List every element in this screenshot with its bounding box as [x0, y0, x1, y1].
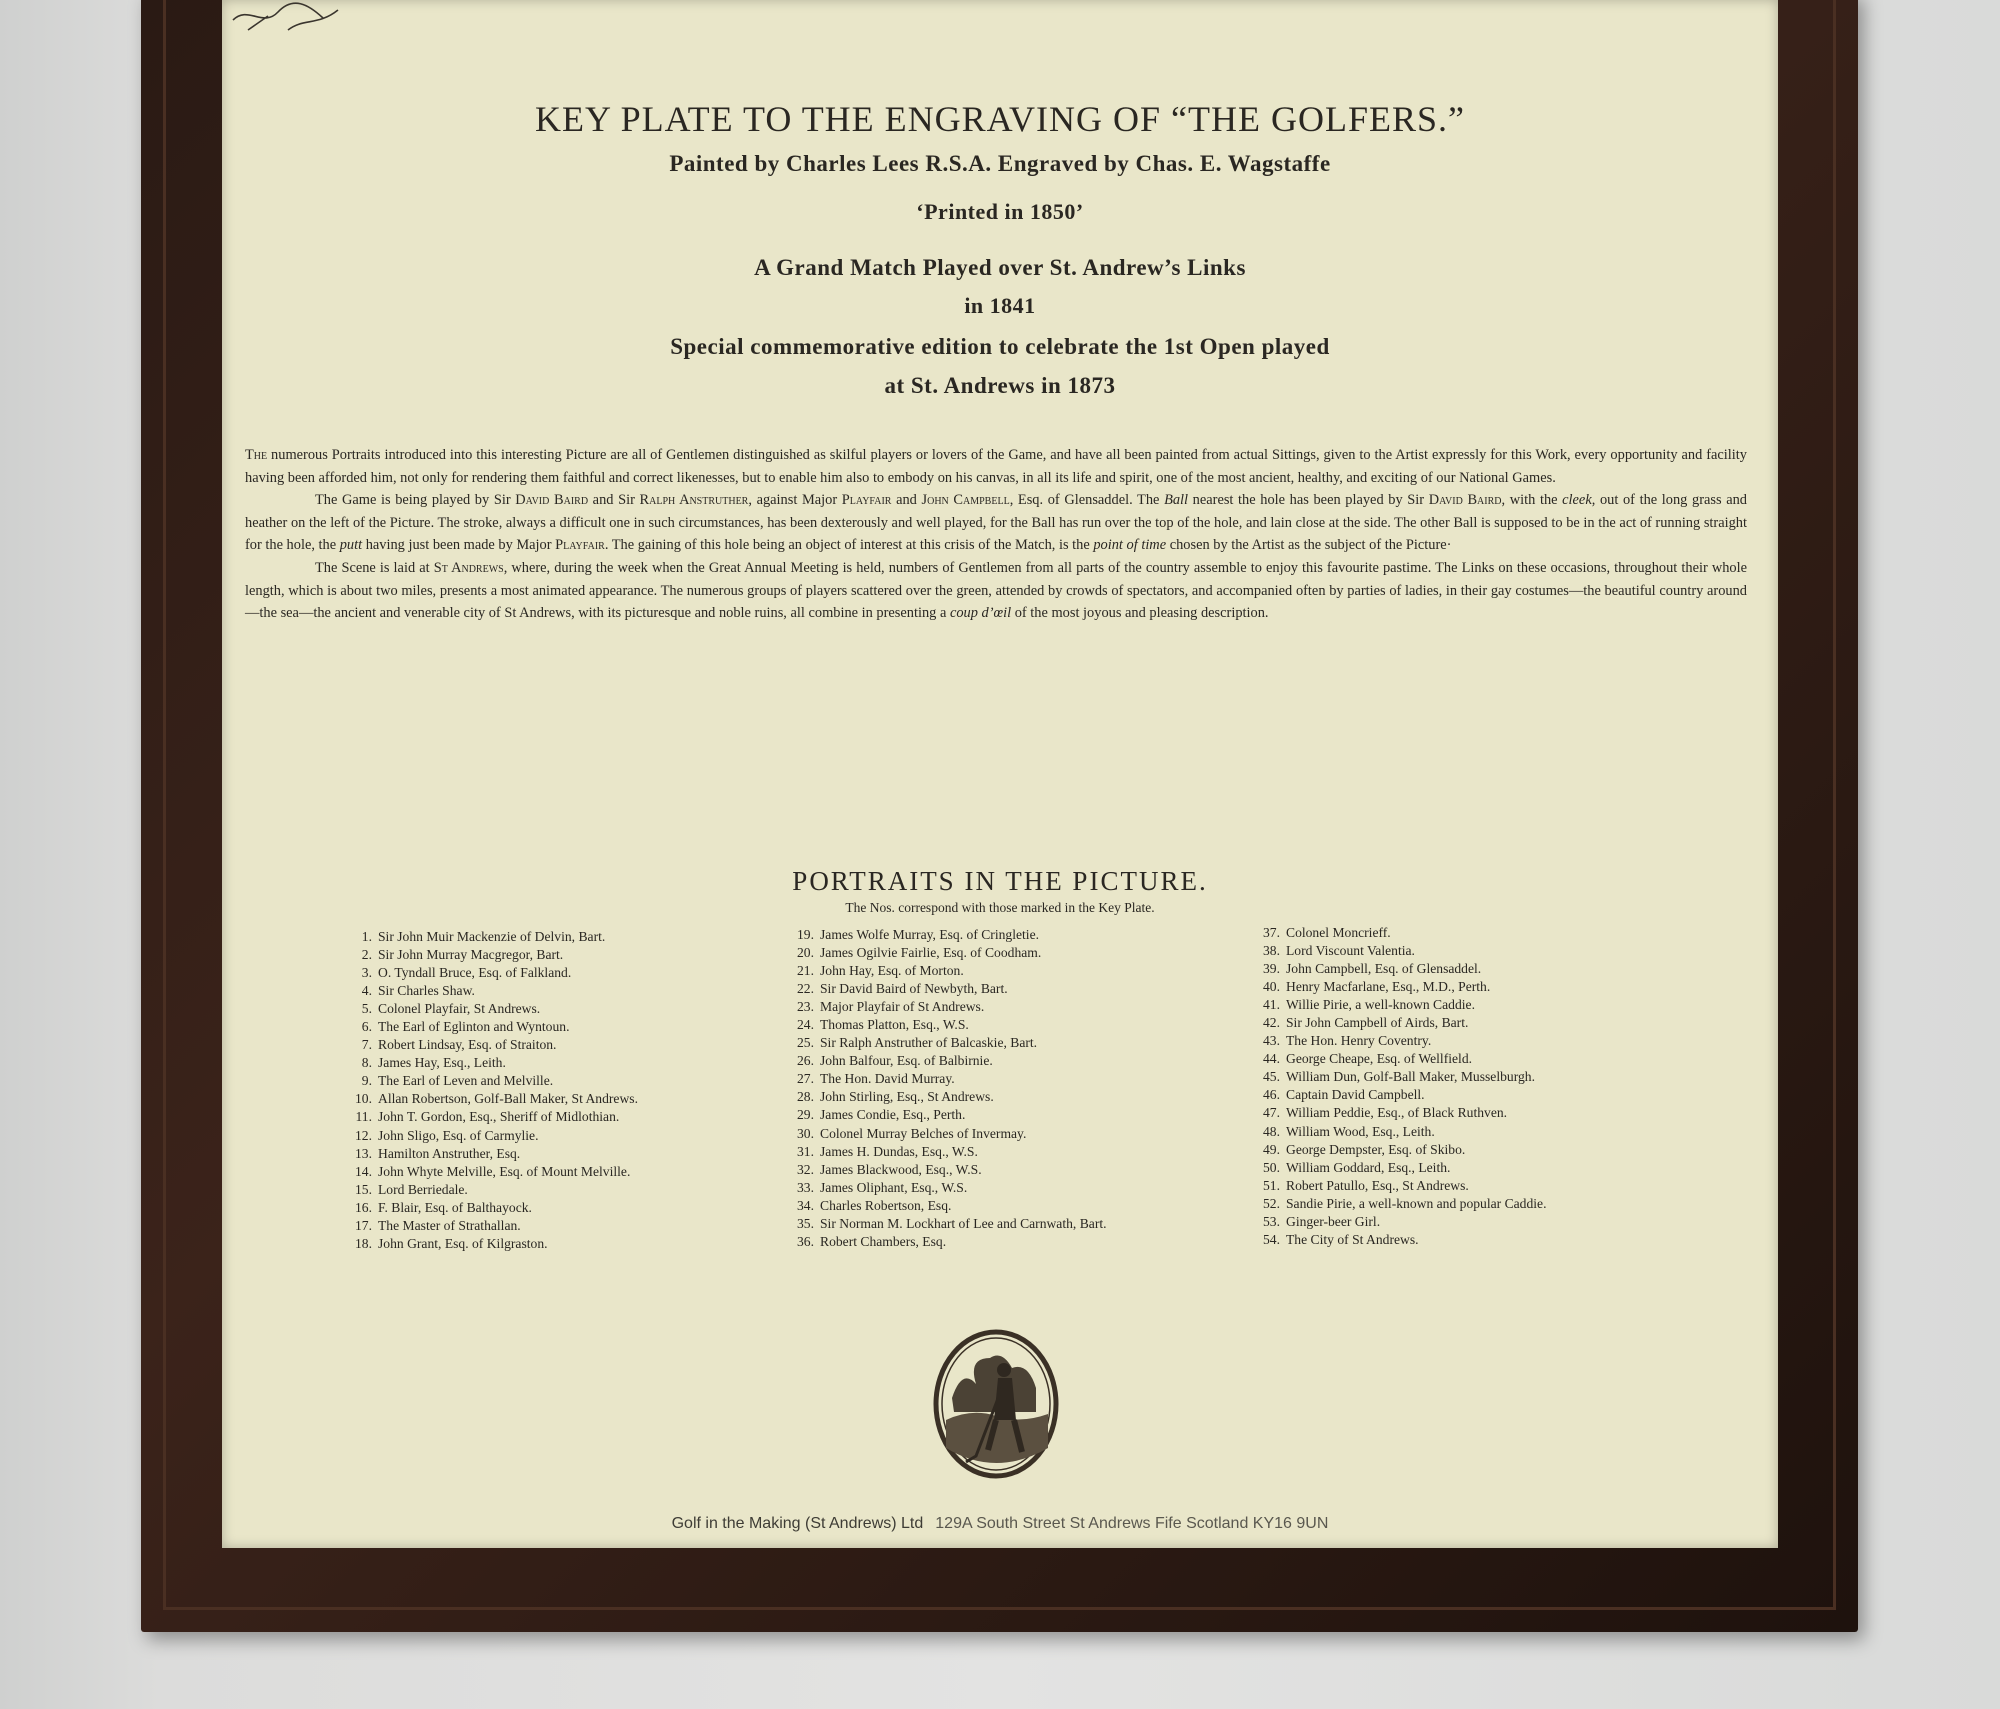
- intro-p2-l: David Baird: [1428, 492, 1502, 509]
- portrait-name: Robert Lindsay, Esq. of Straiton.: [378, 1037, 557, 1053]
- portrait-entry: [1256, 1213, 1547, 1231]
- portrait-name: James H. Dundas, Esq., W.S.: [820, 1143, 978, 1159]
- portrait-number: 30.: [797, 1125, 814, 1141]
- intro-p2-r: Playfair: [555, 537, 605, 554]
- portrait-name: William Goddard, Esq., Leith.: [1286, 1159, 1451, 1175]
- portrait-name: Colonel Murray Belches of Invermay.: [820, 1125, 1027, 1141]
- portrait-name: Robert Patullo, Esq., St Andrews.: [1286, 1177, 1469, 1193]
- portrait-name: Major Playfair of St Andrews.: [820, 999, 985, 1015]
- portrait-entry: [790, 1143, 1107, 1161]
- portrait-entry: [348, 1163, 638, 1181]
- portrait-entry: [348, 1054, 638, 1072]
- portrait-name: John Campbell, Esq. of Glensaddel.: [1286, 961, 1482, 977]
- portrait-number: 10.: [355, 1091, 372, 1107]
- portrait-number: 28.: [797, 1089, 814, 1105]
- portrait-entry: [348, 1217, 638, 1235]
- portrait-entry: [348, 1018, 638, 1036]
- portrait-name: Charles Robertson, Esq.: [820, 1197, 952, 1213]
- portrait-number: 45.: [1263, 1069, 1280, 1085]
- portrait-entry: [790, 1197, 1107, 1215]
- portrait-number: 35.: [797, 1215, 814, 1231]
- portrait-entry: [1256, 942, 1547, 960]
- portrait-name: Hamilton Anstruther, Esq.: [378, 1145, 521, 1161]
- intro-p2-a: The Game is being played by Sir: [315, 492, 516, 509]
- portrait-entry: [1256, 1068, 1547, 1086]
- portrait-number: 33.: [797, 1179, 814, 1195]
- portrait-number: 44.: [1263, 1051, 1280, 1067]
- portrait-name: O. Tyndall Bruce, Esq. of Falkland.: [378, 965, 572, 981]
- portrait-number: 13.: [355, 1145, 372, 1161]
- portrait-entry: [790, 1233, 1107, 1251]
- portrait-entry: [790, 944, 1107, 962]
- portrait-name: James Wolfe Murray, Esq. of Cringletie.: [820, 927, 1039, 942]
- portrait-entry: [790, 980, 1107, 998]
- portrait-entry: [790, 1070, 1107, 1088]
- footer-company: Golf in the Making (St Andrews) Ltd: [671, 1515, 924, 1532]
- intro-p3-c: , where, during the week when the Great Annual Meeting is held, numbers of Gentlemen from all parts of the country assemble to enjoy this favourite pastime. The Links on these occasions, throughout their whole length, which is about two miles, presents a most animated appearance. The numerous groups of players scattered over the green, attended by crowds of spectators, and accompanied often by parties of ladies, in their gay costumes—the beautiful country around—the sea—the ancient and venerable city of St Andrews, with its picturesque and noble ruins, all combine in presenting a: [245, 559, 1747, 622]
- portrait-entry: [348, 1145, 638, 1163]
- portrait-name: John Grant, Esq. of Kilgraston.: [378, 1235, 548, 1251]
- portrait-number: 47.: [1263, 1105, 1280, 1121]
- portrait-number: 40.: [1263, 979, 1280, 995]
- intro-paragraph-1: [245, 444, 1747, 489]
- intro-p2-m: , with the: [1501, 492, 1563, 509]
- portrait-number: 21.: [797, 963, 814, 979]
- portrait-name: Ginger-beer Girl.: [1286, 1213, 1381, 1229]
- intro-lead: The: [245, 447, 268, 463]
- portrait-number: 39.: [1263, 961, 1280, 977]
- portrait-entry: [348, 1000, 638, 1018]
- edition-line-1: Special commemorative edition to celebrate the 1st Open played: [670, 334, 1330, 359]
- portrait-name: The Hon. David Murray.: [820, 1071, 955, 1087]
- portrait-name: James Blackwood, Esq., W.S.: [820, 1161, 982, 1177]
- portrait-number: 25.: [797, 1035, 814, 1051]
- portrait-entry: [790, 1125, 1107, 1143]
- portrait-entry: [1256, 1177, 1547, 1195]
- intro-p2-h: John Campbell: [921, 492, 1010, 509]
- portrait-name: James Hay, Esq., Leith.: [378, 1055, 506, 1071]
- portrait-entry: [790, 1052, 1107, 1070]
- portrait-name: John T. Gordon, Esq., Sheriff of Midlothian.: [378, 1109, 620, 1125]
- portrait-number: 18.: [355, 1235, 372, 1251]
- portrait-number: 12.: [355, 1127, 372, 1143]
- portrait-name: The City of St Andrews.: [1286, 1231, 1419, 1247]
- portrait-name: Colonel Playfair, St Andrews.: [378, 1001, 541, 1017]
- portrait-number: 42.: [1263, 1015, 1280, 1031]
- portrait-entry: [790, 1179, 1107, 1197]
- portrait-entry: [348, 1090, 638, 1108]
- portrait-name: Lord Viscount Valentia.: [1286, 943, 1415, 959]
- footer-address: 129A South Street St Andrews Fife Scotland KY16 9UN: [935, 1515, 1329, 1532]
- portrait-number: 23.: [797, 999, 814, 1015]
- intro-p2-c: and Sir: [588, 492, 640, 509]
- portrait-number: 14.: [355, 1163, 372, 1179]
- portrait-name: William Peddie, Esq., of Black Ruthven.: [1286, 1105, 1508, 1121]
- portrait-number: 5.: [361, 1001, 372, 1017]
- portrait-number: 49.: [1263, 1141, 1280, 1157]
- portrait-name: John Stirling, Esq., St Andrews.: [820, 1089, 994, 1105]
- portrait-number: 7.: [361, 1037, 372, 1053]
- intro-p2-p: putt: [339, 537, 363, 554]
- portrait-number: 43.: [1263, 1033, 1280, 1049]
- portraits-column-2: [790, 926, 1107, 1251]
- portrait-name: Captain David Campbell.: [1286, 1087, 1425, 1103]
- portrait-name: Henry Macfarlane, Esq., M.D., Perth.: [1286, 979, 1491, 995]
- intro-p2-b: David Baird: [515, 492, 589, 509]
- portrait-entry: [790, 1034, 1107, 1052]
- portrait-number: 46.: [1263, 1087, 1280, 1103]
- intro-p3-a: The Scene is laid at: [315, 559, 434, 576]
- portrait-name: William Wood, Esq., Leith.: [1286, 1123, 1435, 1139]
- intro-p2-t: point of time: [1093, 537, 1167, 554]
- portrait-number: 54.: [1263, 1231, 1280, 1247]
- portrait-name: Sir Charles Shaw.: [378, 983, 475, 999]
- intro-p2-f: Playfair: [841, 492, 892, 509]
- portrait-entry: [348, 1199, 638, 1217]
- footer: [222, 1515, 1778, 1533]
- portrait-name: Robert Chambers, Esq.: [820, 1233, 947, 1249]
- intro-p2-d: Ralph Anstruther: [639, 492, 749, 509]
- portrait-name: John Hay, Esq. of Morton.: [820, 963, 964, 979]
- portrait-name: Sir John Murray Macgregor, Bart.: [378, 947, 564, 963]
- intro-text: [245, 444, 1747, 625]
- portrait-name: F. Blair, Esq. of Balthayock.: [378, 1199, 532, 1215]
- portrait-entry: [348, 1072, 638, 1090]
- portrait-entry: [348, 982, 638, 1000]
- portrait-entry: [790, 1161, 1107, 1179]
- portrait-entry: [1256, 1086, 1547, 1104]
- portrait-entry: [1256, 924, 1547, 942]
- portrait-name: Sir John Campbell of Airds, Bart.: [1286, 1015, 1469, 1031]
- portrait-name: Sir John Muir Mackenzie of Delvin, Bart.: [378, 929, 606, 944]
- portrait-number: 2.: [361, 947, 372, 963]
- portrait-entry: [1256, 1104, 1547, 1122]
- intro-p3-e: of the most joyous and pleasing description.: [1011, 605, 1269, 622]
- portrait-number: 3.: [361, 965, 372, 981]
- portrait-entry: [348, 928, 638, 946]
- portrait-number: 22.: [797, 981, 814, 997]
- intro-p2-j: Ball: [1164, 492, 1189, 509]
- intro-p3-b: St Andrews: [433, 559, 504, 576]
- portrait-entry: [1256, 1231, 1547, 1249]
- portrait-name: The Earl of Eglinton and Wyntoun.: [378, 1019, 570, 1035]
- portrait-entry: [348, 1127, 638, 1145]
- portrait-entry: [1256, 1032, 1547, 1050]
- portrait-entry: [790, 1215, 1107, 1233]
- portrait-entry: [1256, 1195, 1547, 1213]
- portrait-name: John Whyte Melville, Esq. of Mount Melville.: [378, 1163, 631, 1179]
- portrait-number: 20.: [797, 945, 814, 961]
- intro-p2-s: . The gaining of this hole being an object of interest at this crisis of the Match, is the: [604, 537, 1094, 554]
- intro-paragraph-3: [245, 557, 1747, 625]
- portrait-entry: [790, 926, 1107, 944]
- portrait-name: John Sligo, Esq. of Carmylie.: [378, 1127, 539, 1143]
- portrait-entry: [348, 1235, 638, 1253]
- portraits-column-1: [348, 928, 638, 1253]
- portrait-name: Thomas Platton, Esq., W.S.: [820, 1017, 969, 1033]
- portrait-name: Sir Norman M. Lockhart of Lee and Carnwath, Bart.: [820, 1215, 1107, 1231]
- edition-line-2: at St. Andrews in 1873: [884, 373, 1116, 398]
- portrait-number: 37.: [1263, 925, 1280, 940]
- portrait-number: 19.: [797, 927, 814, 942]
- paper-sheet: [222, 0, 1778, 1548]
- portraits-column-3: [1256, 924, 1547, 1249]
- portrait-entry: [1256, 1014, 1547, 1032]
- portrait-entry: [790, 998, 1107, 1016]
- portrait-name: Sandie Pirie, a well-known and popular Caddie.: [1286, 1195, 1547, 1211]
- intro-p1-body: numerous Portraits introduced into this interesting Picture are all of Gentlemen distinguished as skilful players or lovers of the Game, and have all been painted from actual Sittings, given to the Artist expressly for this Work, every opportunity and facility having been afforded him, not only for rendering them faithful and correct likenesses, but to enable him also to embody on his canvas, in all its life and spirit, one of the most ancient, healthy, and exciting of our National Games.: [245, 447, 1747, 486]
- match-line-1: A Grand Match Played over St. Andrew’s Links: [754, 255, 1246, 280]
- intro-p2-g: and: [891, 492, 922, 509]
- portrait-name: William Dun, Golf-Ball Maker, Musselburgh.: [1286, 1069, 1535, 1085]
- portrait-name: James Ogilvie Fairlie, Esq. of Coodham.: [820, 945, 1042, 961]
- intro-p2-o: , out of the long grass and heather on the left of the Picture. The stroke, always a difficult one in such circumstances, has been dexterously and well played, for the Ball has run over the top of the hole, and lain close at the side. The other Ball is supposed to be in the act of running straight for the hole, the: [245, 492, 1747, 554]
- portrait-name: The Master of Strathallan.: [378, 1217, 521, 1233]
- portrait-name: Allan Robertson, Golf-Ball Maker, St Andrews.: [378, 1091, 638, 1107]
- intro-p2-u: chosen by the Artist as the subject of the Picture·: [1166, 537, 1452, 554]
- portrait-number: 29.: [797, 1107, 814, 1123]
- portrait-number: 1.: [361, 929, 372, 944]
- portrait-number: 31.: [797, 1143, 814, 1159]
- portrait-name: Sir Ralph Anstruther of Balcaskie, Bart.: [820, 1035, 1038, 1051]
- page-title: KEY PLATE TO THE ENGRAVING OF “THE GOLFERS.”: [535, 99, 1465, 139]
- portrait-number: 27.: [797, 1071, 814, 1087]
- portrait-entry: [1256, 996, 1547, 1014]
- portrait-name: The Earl of Leven and Melville.: [378, 1073, 554, 1089]
- portrait-number: 26.: [797, 1053, 814, 1069]
- portrait-entry: [1256, 1141, 1547, 1159]
- portrait-name: Colonel Moncrieff.: [1286, 925, 1391, 940]
- portrait-number: 53.: [1263, 1213, 1280, 1229]
- portrait-number: 51.: [1263, 1177, 1280, 1193]
- portrait-entry: [1256, 978, 1547, 996]
- intro-p2-q: having just been made by Major: [362, 537, 556, 554]
- portrait-number: 38.: [1263, 943, 1280, 959]
- portrait-number: 50.: [1263, 1159, 1280, 1175]
- portrait-entry: [1256, 1159, 1547, 1177]
- portrait-number: 48.: [1263, 1123, 1280, 1139]
- portrait-entry: [348, 1108, 638, 1126]
- portrait-entry: [1256, 1050, 1547, 1068]
- intro-p3-d: coup d’œil: [949, 605, 1012, 622]
- portrait-number: 52.: [1263, 1195, 1280, 1211]
- portrait-number: 4.: [361, 983, 372, 999]
- portrait-number: 8.: [361, 1055, 372, 1071]
- portrait-number: 15.: [355, 1181, 372, 1197]
- portrait-entry: [790, 1106, 1107, 1124]
- portrait-entry: [790, 962, 1107, 980]
- intro-p2-k: nearest the hole has been played by Sir: [1188, 492, 1429, 509]
- intro-p2-n: cleek: [1562, 492, 1592, 509]
- portraits-title: PORTRAITS IN THE PICTURE.: [792, 866, 1208, 896]
- portrait-number: 41.: [1263, 997, 1280, 1013]
- portrait-number: 24.: [797, 1017, 814, 1033]
- portrait-name: James Oliphant, Esq., W.S.: [820, 1179, 968, 1195]
- portrait-name: George Cheape, Esq. of Wellfield.: [1286, 1051, 1473, 1067]
- printed-line: ‘Printed in 1850’: [916, 199, 1084, 224]
- portrait-entry: [348, 1036, 638, 1054]
- portrait-number: 17.: [355, 1217, 372, 1233]
- portrait-entry: [1256, 960, 1547, 978]
- portrait-number: 9.: [361, 1073, 372, 1089]
- intro-p2-i: , Esq. of Glensaddel. The: [1009, 492, 1165, 509]
- portrait-number: 6.: [361, 1019, 372, 1035]
- portrait-name: The Hon. Henry Coventry.: [1286, 1033, 1432, 1049]
- credits-line: Painted by Charles Lees R.S.A. Engraved by Chas. E. Wagstaffe: [669, 151, 1331, 176]
- portrait-entry: [348, 964, 638, 982]
- intro-p2-e: , against Major: [748, 492, 842, 509]
- portrait-number: 16.: [355, 1199, 372, 1215]
- portrait-name: James Condie, Esq., Perth.: [820, 1107, 966, 1123]
- match-line-2: in 1841: [964, 293, 1036, 318]
- portrait-name: George Dempster, Esq. of Skibo.: [1286, 1141, 1466, 1157]
- portrait-number: 36.: [797, 1233, 814, 1249]
- portrait-name: John Balfour, Esq. of Balbirnie.: [820, 1053, 993, 1069]
- portrait-entry: [790, 1088, 1107, 1106]
- portrait-name: Sir David Baird of Newbyth, Bart.: [820, 981, 1008, 997]
- portrait-number: 34.: [797, 1197, 814, 1213]
- portrait-number: 32.: [797, 1161, 814, 1177]
- portrait-name: Willie Pirie, a well-known Caddie.: [1286, 997, 1475, 1013]
- portrait-name: Lord Berriedale.: [378, 1181, 468, 1197]
- portrait-entry: [348, 1181, 638, 1199]
- portraits-note: The Nos. correspond with those marked in the Key Plate.: [845, 900, 1155, 915]
- intro-paragraph-2: [245, 489, 1747, 557]
- portrait-entry: [790, 1016, 1107, 1034]
- portrait-number: 11.: [355, 1109, 372, 1125]
- portrait-entry: [1256, 1123, 1547, 1141]
- portrait-entry: [348, 946, 638, 964]
- golfer-emblem: [932, 1328, 1060, 1480]
- signature-flourish: [228, 0, 428, 34]
